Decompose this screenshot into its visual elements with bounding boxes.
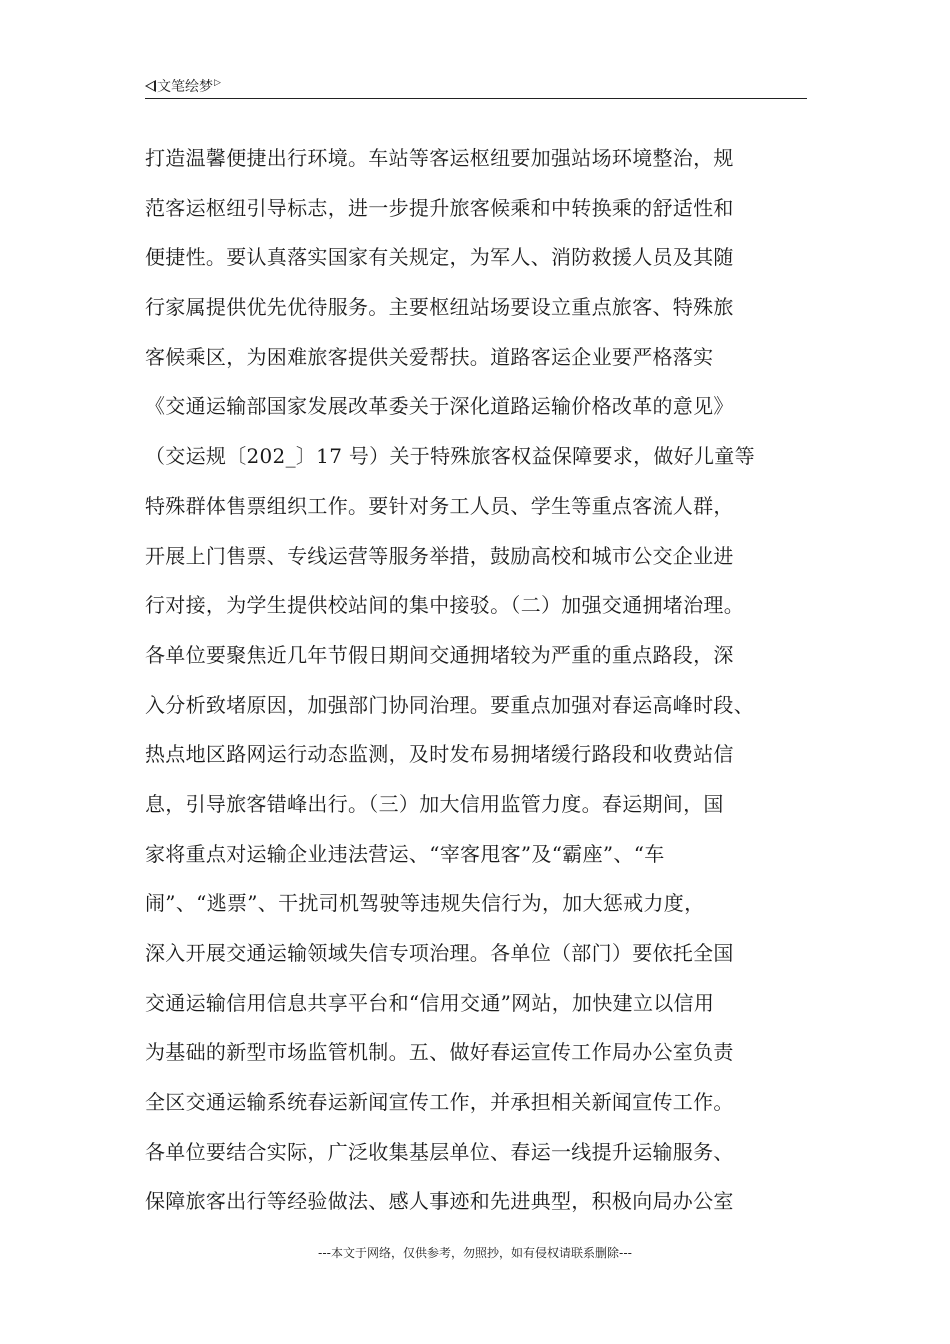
body-line: 客候乘区，为困难旅客提供关爱帮扶。道路客运企业要严格落实 xyxy=(145,344,714,369)
body-line: 入分析致堵原因，加强部门协同治理。要重点加强对春运高峰时段、 xyxy=(145,692,754,717)
body-line: 便捷性。要认真落实国家有关规定，为军人、消防救援人员及其随 xyxy=(145,245,734,270)
body-line: 深入开展交通运输领域失信专项治理。各单位（部门）要依托全国 xyxy=(145,941,734,965)
header-title: 文笔绘梦 xyxy=(157,79,213,95)
body-line: 交通运输信用信息共享平台和“信用交通”网站，加快建立以信用 xyxy=(145,990,715,1015)
body-line: 为基础的新型市场监管机制。五、做好春运宣传工作局办公室负责 xyxy=(145,1040,734,1065)
page-header xyxy=(145,72,807,99)
body-line: 各单位要结合实际，广泛收集基层单位、春运一线提升运输服务、 xyxy=(145,1139,734,1164)
body-line: 各单位要聚焦近几年节假日期间交通拥堵较为严重的重点路段，深 xyxy=(145,642,734,667)
document-body xyxy=(145,134,825,1227)
left-triangle-icon xyxy=(145,80,156,92)
body-line: （交运规〔202_〕17 号）关于特殊旅客权益保障要求，做好儿童等 xyxy=(145,444,755,469)
body-line: 保障旅客出行等经验做法、感人事迹和先进典型，积极向局办公室 xyxy=(145,1189,734,1214)
body-line: 家将重点对运输企业违法营运、“宰客甩客”及“霸座”、“车 xyxy=(145,841,665,866)
body-line: 闹”、“逃票”、干扰司机驾驶等违规失信行为，加大惩戒力度， xyxy=(145,891,705,916)
right-triangle-icon: ▷ xyxy=(214,78,221,88)
body-line: 开展上门售票、专线运营等服务举措，鼓励高校和城市公交企业进 xyxy=(145,543,734,568)
body-line: 行对接，为学生提供校站间的集中接驳。（二）加强交通拥堵治理。 xyxy=(145,593,744,618)
page-footer: ---本文于网络，仅供参考，勿照抄，如有侵权请联系删除--- xyxy=(318,1246,632,1260)
body-line: 热点地区路网运行动态监测，及时发布易拥堵缓行路段和收费站信 xyxy=(145,742,734,767)
body-line: 《交通运输部国家发展改革委关于深化道路运输价格改革的意见》 xyxy=(145,394,734,419)
body-line: 特殊群体售票组织工作。要针对务工人员、学生等重点客流人群， xyxy=(145,493,734,518)
header-brand xyxy=(145,76,221,96)
body-line: 打造温馨便捷出行环境。车站等客运枢纽要加强站场环境整治，规 xyxy=(145,146,734,170)
body-line: 范客运枢纽引导标志，进一步提升旅客候乘和中转换乘的舒适性和 xyxy=(145,195,734,220)
body-line: 息，引导旅客错峰出行。（三）加大信用监管力度。春运期间，国 xyxy=(145,791,724,816)
body-line: 行家属提供优先优待服务。主要枢纽站场要设立重点旅客、特殊旅 xyxy=(145,295,734,320)
body-line: 全区交通运输系统春运新闻宣传工作，并承担相关新闻宣传工作。 xyxy=(145,1090,734,1115)
